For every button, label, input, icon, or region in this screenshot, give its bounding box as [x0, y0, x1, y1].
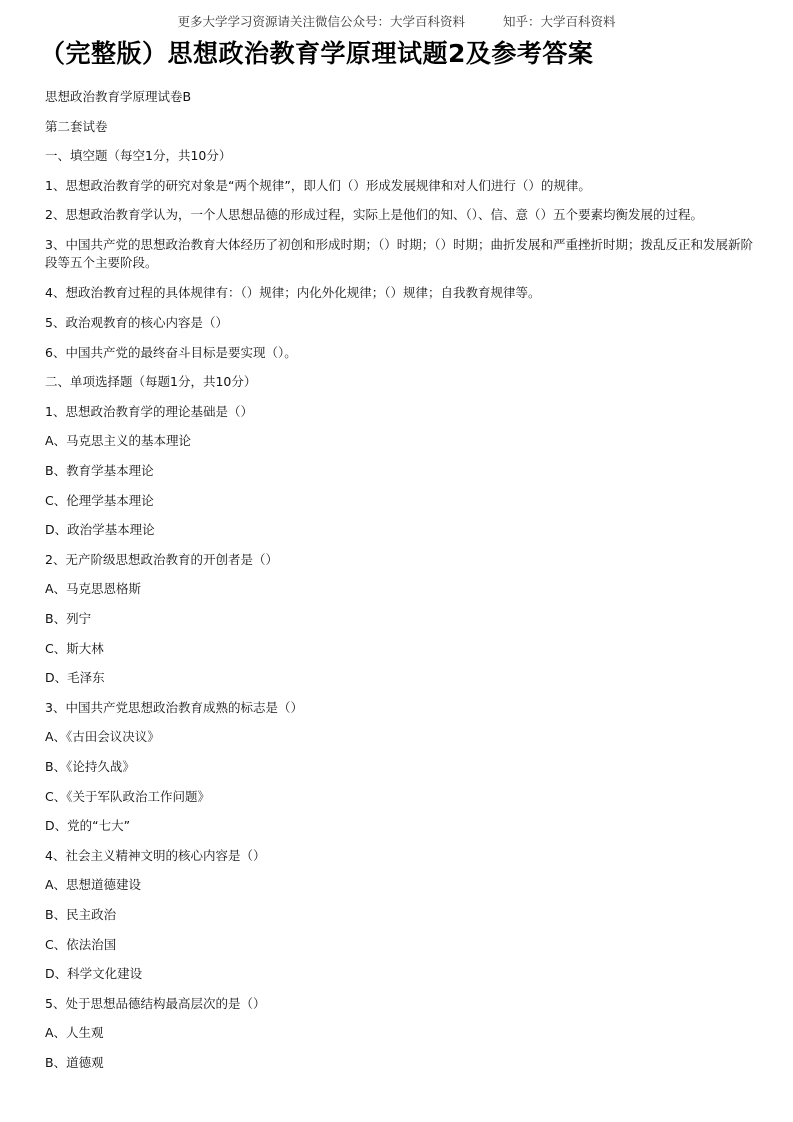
answer-option: D、科学文化建设 [45, 966, 143, 982]
page-header [0, 12, 793, 30]
answer-option: C、斯大林 [45, 640, 104, 656]
question-text: 4、想政治教育过程的具体规律有：（）规律；内化外化规律；（）规律；自我教育规律等。 [45, 285, 541, 301]
answer-option: B、民主政治 [45, 906, 117, 922]
answer-option: A、马克思恩格斯 [45, 581, 142, 597]
question-text: 5、处于思想品德结构最高层次的是（） [45, 995, 266, 1011]
header-zhihu-note: 知乎：大学百科资料 [503, 14, 616, 29]
answer-option: C、依法治国 [45, 936, 117, 952]
answer-option: A、《古田会议决议》 [45, 729, 160, 745]
exam-set: 第二套试卷 [45, 118, 108, 134]
answer-option: D、毛泽东 [45, 670, 105, 686]
answer-option: A、马克思主义的基本理论 [45, 433, 192, 449]
question-text: 2、无产阶级思想政治教育的开创者是（） [45, 551, 278, 567]
question-text: 1、思想政治教育学的研究对象是“两个规律”，即人们（）形成发展规律和对人们进行（）的规律。 [45, 177, 591, 193]
answer-option: D、政治学基本理论 [45, 522, 155, 538]
exam-name: 思想政治教育学原理试卷B [45, 89, 192, 104]
answer-option: B、道德观 [45, 1054, 104, 1070]
answer-option: B、列宁 [45, 611, 92, 626]
question-text: 2、思想政治教育学认为，一个人思想品德的形成过程，实际上是他们的知、（）、信、意（）五个要素均衡发展的过程。 [45, 207, 703, 223]
question-text: 3、中国共产党的思想政治教育大体经历了初创和形成时期；（）时期；（）时期；曲折发展和严重挫折时期；拨乱反正和发展新阶段等五个主要阶段。 [45, 236, 753, 270]
answer-option: A、人生观 [45, 1025, 104, 1041]
question-text: 6、中国共产党的最终奋斗目标是要实现（）。 [45, 344, 297, 360]
answer-option: A、思想道德建设 [45, 877, 142, 893]
document-title: （完整版）思想政治教育学原理试题2及参考答案 [40, 39, 594, 68]
header-wechat-note: 更多大学学习资源请关注微信公众号：大学百科资料 [177, 14, 465, 29]
section-heading-fill-blank: 一、填空题（每空1分，共10分） [45, 148, 232, 164]
section-heading-single-choice: 二、单项选择题（每题1分，共10分） [45, 374, 257, 390]
answer-option: D、党的“七大” [45, 818, 131, 834]
question-text: 3、中国共产党思想政治教育成熟的标志是（） [45, 699, 303, 715]
document-body [45, 88, 753, 1084]
answer-option: B、《论持久战》 [45, 758, 135, 774]
answer-option: B、教育学基本理论 [45, 463, 154, 479]
answer-option: C、伦理学基本理论 [45, 492, 154, 508]
answer-option: C、《关于军队政治工作问题》 [45, 788, 210, 804]
question-text: 5、政治观教育的核心内容是（） [45, 315, 228, 331]
question-text: 4、社会主义精神文明的核心内容是（） [45, 847, 266, 863]
question-text: 1、思想政治教育学的理论基础是（） [45, 403, 253, 419]
